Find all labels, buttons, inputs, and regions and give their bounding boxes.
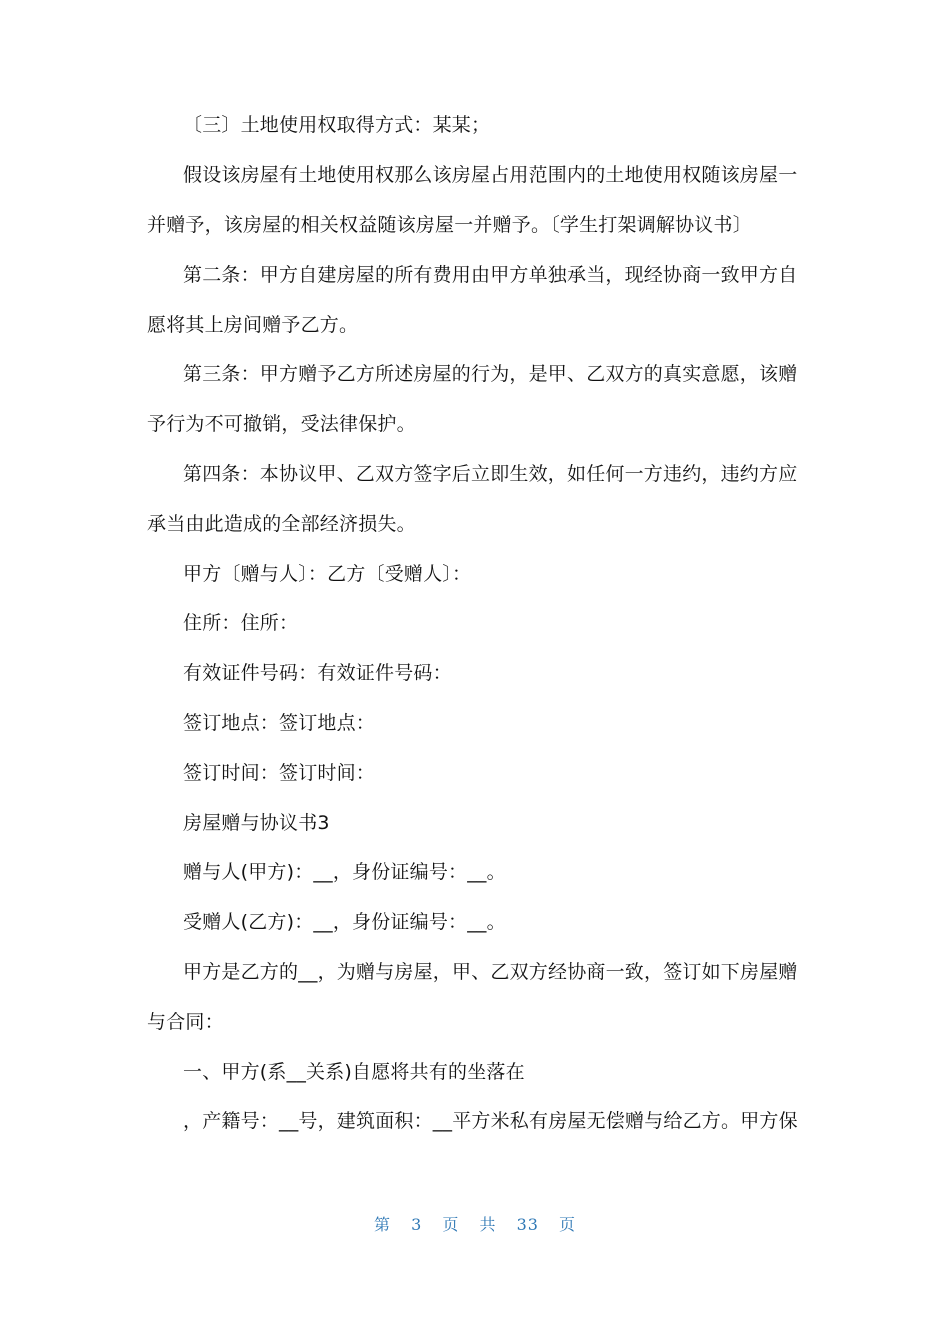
footer-di: 第	[373, 1215, 391, 1234]
text-line: 并赠予，该房屋的相关权益随该房屋一并赠予。〔学生打架调解协议书〕	[147, 214, 752, 236]
text-line: 一、甲方(系__关系)自愿将共有的坐落在	[183, 1061, 525, 1083]
text-line: ，产籍号：__号，建筑面积：__平方米私有房屋无偿赠与给乙方。甲方保	[183, 1110, 798, 1132]
footer-ye2: 页	[559, 1215, 577, 1234]
text-line: 愿将其上房间赠予乙方。	[147, 314, 359, 336]
text-line: 承当由此造成的全部经济损失。	[147, 513, 416, 535]
text-line: 假设该房屋有土地使用权那么该房屋占用范围内的土地使用权随该房屋一	[183, 164, 798, 186]
text-line: 受赠人(乙方)：__，身份证编号：__。	[183, 911, 506, 933]
text-line: 有效证件号码：有效证件号码：	[183, 662, 452, 684]
text-line: 与合同：	[147, 1011, 224, 1033]
text-line: 第四条：本协议甲、乙双方签字后立即生效，如任何一方违约，违约方应	[183, 463, 798, 485]
text-line: 予行为不可撤销，受法律保护。	[147, 413, 416, 435]
text-line: 第二条：甲方自建房屋的所有费用由甲方单独承当，现经协商一致甲方自	[183, 264, 798, 286]
page-footer	[0, 1212, 950, 1235]
footer-total-pages: 33	[516, 1215, 539, 1234]
footer-gong: 共	[479, 1215, 497, 1234]
footer-page-number: 3	[411, 1215, 423, 1234]
text-line: 房屋赠与协议书3	[183, 812, 330, 834]
text-line: 甲方〔赠与人〕：乙方〔受赠人〕：	[183, 563, 472, 585]
text-line: 签订时间：签订时间：	[183, 762, 376, 784]
text-line: 〔三〕土地使用权取得方式：某某；	[183, 114, 491, 136]
text-line: 甲方是乙方的__，为赠与房屋，甲、乙双方经协商一致，签订如下房屋赠	[183, 961, 798, 983]
text-line: 住所：住所：	[183, 612, 299, 634]
text-line: 签订地点：签订地点：	[183, 712, 376, 734]
text-line: 赠与人(甲方)：__，身份证编号：__。	[183, 861, 506, 883]
text-line: 第三条：甲方赠予乙方所述房屋的行为，是甲、乙双方的真实意愿，该赠	[183, 363, 798, 385]
footer-ye: 页	[442, 1215, 460, 1234]
